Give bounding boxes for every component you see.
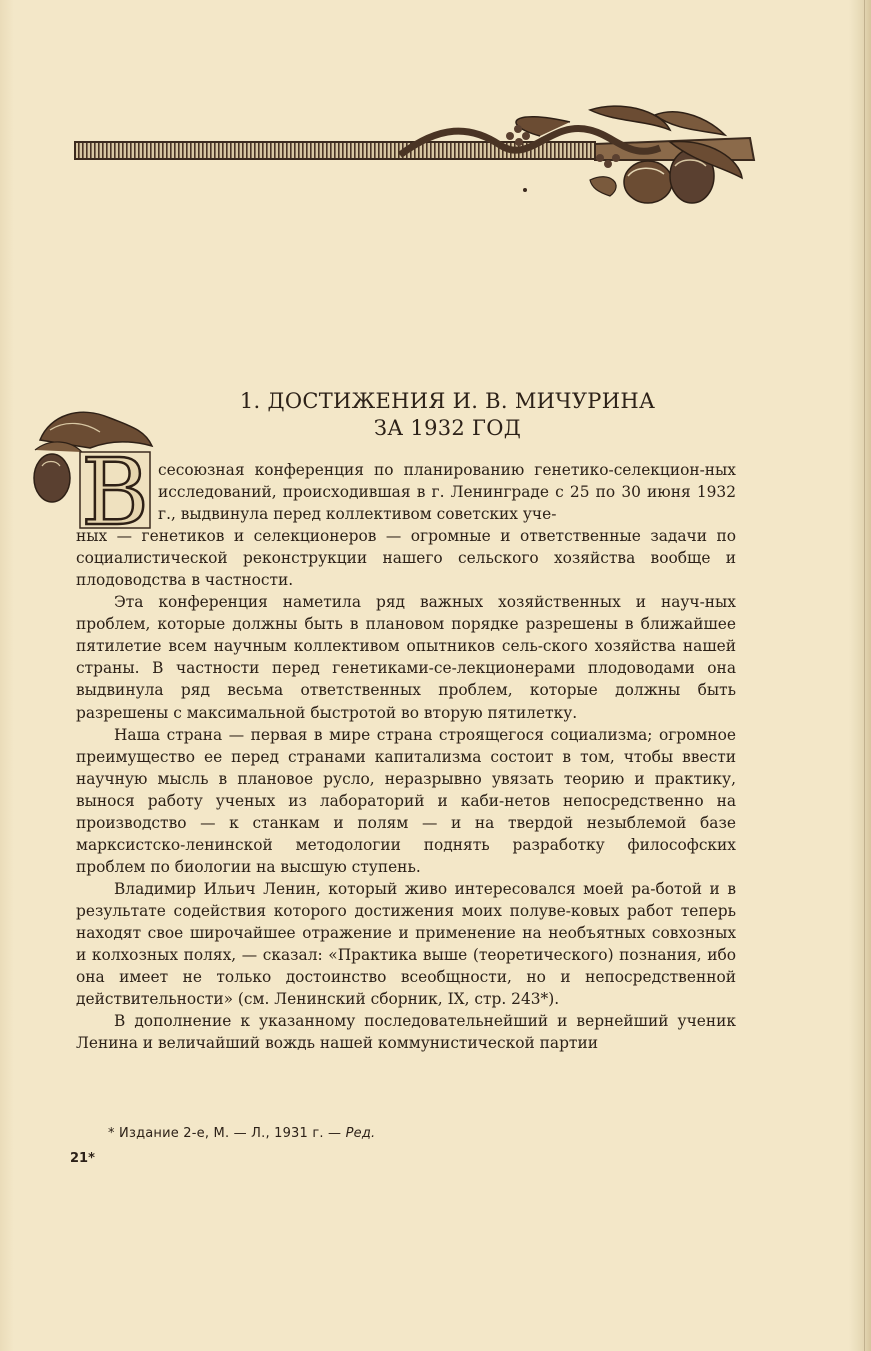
drop-cap-letter: В (81, 439, 149, 530)
paragraph-1-rest: ных — генетиков и селекционеров — огромные и ответственные задачи по социалистической реконструкции нашего сельского хозяйства вообще и плодоводства в частности. (76, 527, 736, 590)
page-left-shade (0, 0, 14, 1351)
body-text (76, 459, 736, 1054)
page-edge (849, 0, 871, 1351)
footnote-text: * Издание 2-е, М. — Л., 1931 г. — (108, 1126, 342, 1141)
ornamental-headpiece (70, 100, 760, 220)
paragraph-1-lead: сесоюзная конференция по планированию генетико-селекцион-ных исследований, происходившая в г. Ленинграде с 25 по 30 июня 1932 г., выдвинула перед коллективом советских уче- (158, 461, 736, 524)
chapter-title (220, 388, 675, 442)
title-line-2: ЗА 1932 ГОД (373, 416, 522, 440)
footnote (108, 1126, 375, 1141)
page-number: 21* (70, 1151, 95, 1166)
paragraph-2: Эта конференция наметила ряд важных хозяйственных и науч-ных проблем, которые должны быть в плановом порядке разрешены в ближайшее пятилетие всем научным коллективом опытников сель-ского хозяйства нашей страны. В частности перед генетиками-се-лекционерами плодоводами она выдвинула ряд весьма ответственных проблем, которые должны быть разрешены с максимальной быстротой во вторую пятилетку. (76, 593, 736, 722)
paragraph-3: Наша страна — первая в мире страна строящегося социализма; огромное преимущество ее перед странами капитализма состоит в том, чтобы ввести научную мысль в плановое русло, неразрывно увязать теорию и практику, вынося работу ученых из лабораторий и каби-нетов непосредственно на производство — к станкам и полям — и на твердой незыблемой базе марксистско-ленинской методологии поднять разработку философских проблем по биологии на высшую ступень. (76, 725, 736, 876)
paragraph-1 (76, 459, 736, 591)
footnote-editor-mark: Ред. (345, 1126, 376, 1141)
title-line-1: 1. ДОСТИЖЕНИЯ И. В. МИЧУРИНА (239, 389, 656, 413)
paragraph-4: Владимир Ильич Ленин, который живо интересовался моей ра-ботой и в результате содействия которого достижения моих полуве-ковых работ теперь находят свое широчайшее отражение и применение на необъятных совхозных и колхозных полях, — сказал: «Практика выше (теоретического) познания, ибо она имеет не только достоинство всеобщности, но и непосредственной действительности» (см. Ленинский сборник, IX, стр. 243*). (76, 879, 736, 1009)
paragraph-5: В дополнение к указанному последовательнейший и вернейший ученик Ленина и величайший вождь нашей коммунистической партии (76, 1012, 736, 1053)
